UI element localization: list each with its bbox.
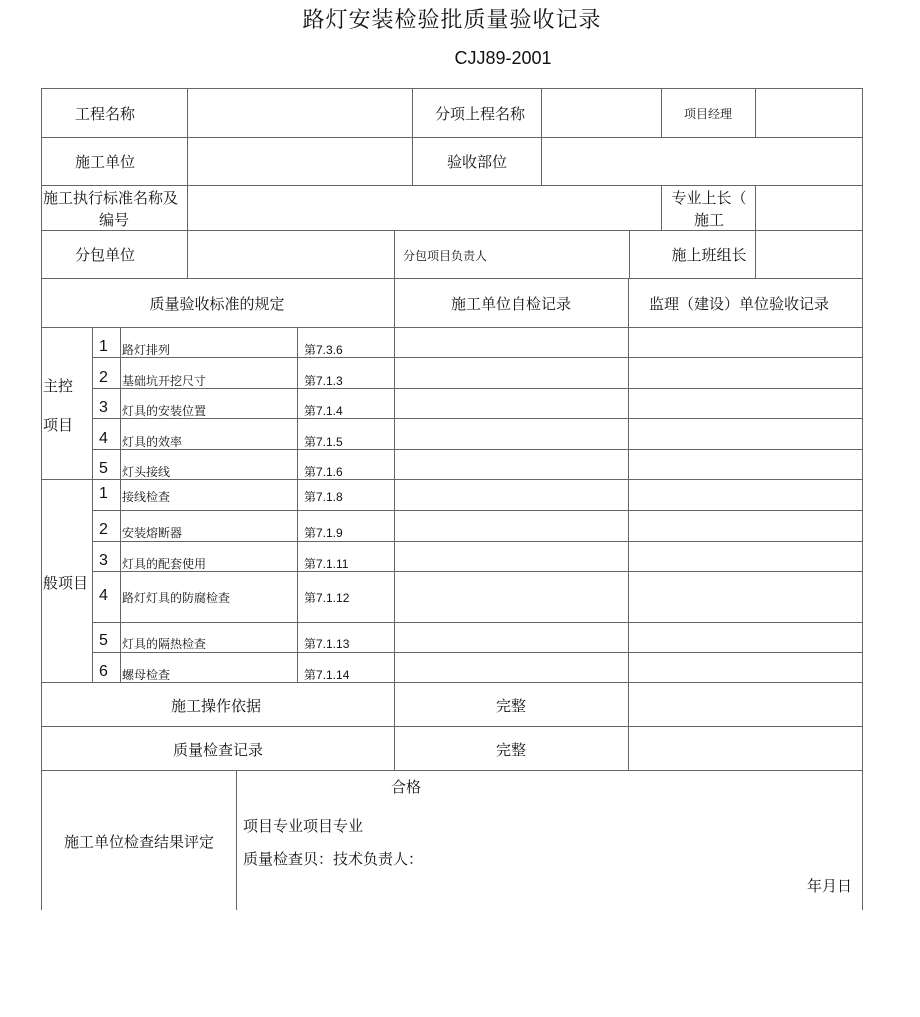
item-number: 1: [99, 485, 108, 502]
column-self-check: 施工单位自检记录: [450, 295, 572, 313]
item-name: 接线检查: [122, 490, 171, 504]
item-reference: 第7.1.4: [304, 404, 343, 418]
general-label: 般项目: [43, 574, 89, 592]
main-control-label-line2: 项目: [43, 416, 74, 434]
item-reference: 第7.1.3: [304, 374, 343, 388]
item-number: 3: [99, 552, 108, 569]
item-number: 4: [99, 430, 108, 447]
standard-name-label-line1: 施工执行标准名称及: [43, 189, 179, 207]
item-number: 6: [99, 663, 108, 680]
evaluation-result: 合格: [390, 778, 422, 796]
item-reference: 第7.1.11: [304, 557, 349, 571]
project-manager-label: 项目经理: [683, 107, 733, 121]
item-number: 3: [99, 399, 108, 416]
foreman-label-line1: 专业上长（: [671, 189, 747, 207]
item-reference: 第7.1.13: [304, 637, 350, 651]
foreman-label-line2: 施工: [693, 211, 725, 229]
team-leader-label: 施上班组长: [671, 246, 747, 264]
quality-record-value: 完整: [495, 741, 527, 759]
item-reference: 第7.1.12: [304, 591, 350, 605]
sub-project-name-label: 分项上程名称: [434, 105, 526, 123]
item-name: 螺母检查: [122, 668, 171, 682]
item-name: 灯具的隔热检查: [122, 637, 207, 651]
subcontract-manager-label: 分包项目负责人: [403, 249, 488, 263]
project-name-label: 工程名称: [74, 105, 136, 123]
item-reference: 第7.1.6: [304, 465, 343, 479]
item-name: 灯具的效率: [122, 435, 183, 449]
subcontractor-label: 分包单位: [74, 246, 136, 264]
construction-unit-label: 施工单位: [74, 153, 136, 171]
column-supervision: 监理（建设）单位验收记录: [648, 295, 830, 313]
item-number: 1: [99, 338, 108, 355]
item-reference: 第7.1.14: [304, 668, 350, 682]
item-name: 灯具的配套使用: [122, 557, 207, 571]
item-reference: 第7.1.5: [304, 435, 343, 449]
column-standard: 质量验收标准的规定: [149, 295, 285, 313]
document-title: 路灯安装检验批质量验收记录: [302, 8, 602, 33]
item-number: 2: [99, 369, 108, 386]
item-number: 2: [99, 521, 108, 538]
item-reference: 第7.1.8: [304, 490, 343, 504]
operation-basis-label: 施工操作依据: [170, 697, 262, 715]
quality-record-label: 质量检查记录: [172, 741, 264, 759]
operation-basis-value: 完整: [495, 697, 527, 715]
item-reference: 第7.1.9: [304, 526, 343, 540]
evaluation-signature-line2: 质量检查贝：技术负责人：: [243, 850, 424, 868]
item-number: 5: [99, 460, 108, 477]
item-name: 基础坑开挖尺寸: [122, 374, 207, 388]
evaluation-label: 施工单位检查结果评定: [63, 833, 215, 851]
standard-name-label-line2: 编号: [98, 211, 130, 229]
standard-code: CJJ89-2001: [454, 48, 552, 68]
evaluation-signature-line1: 项目专业项目专业: [243, 817, 364, 835]
main-control-label-line1: 主控: [43, 377, 74, 395]
item-name: 路灯灯具的防腐检查: [122, 591, 231, 605]
item-number: 5: [99, 632, 108, 649]
item-name: 灯具的安装位置: [122, 404, 207, 418]
item-name: 灯头接线: [122, 465, 171, 479]
acceptance-part-label: 验收部位: [446, 153, 508, 171]
item-name: 安装熔断器: [122, 526, 183, 540]
item-number: 4: [99, 587, 108, 604]
evaluation-date: 年月日: [807, 877, 853, 895]
item-name: 路灯排列: [122, 343, 171, 357]
item-reference: 第7.3.6: [304, 343, 343, 357]
